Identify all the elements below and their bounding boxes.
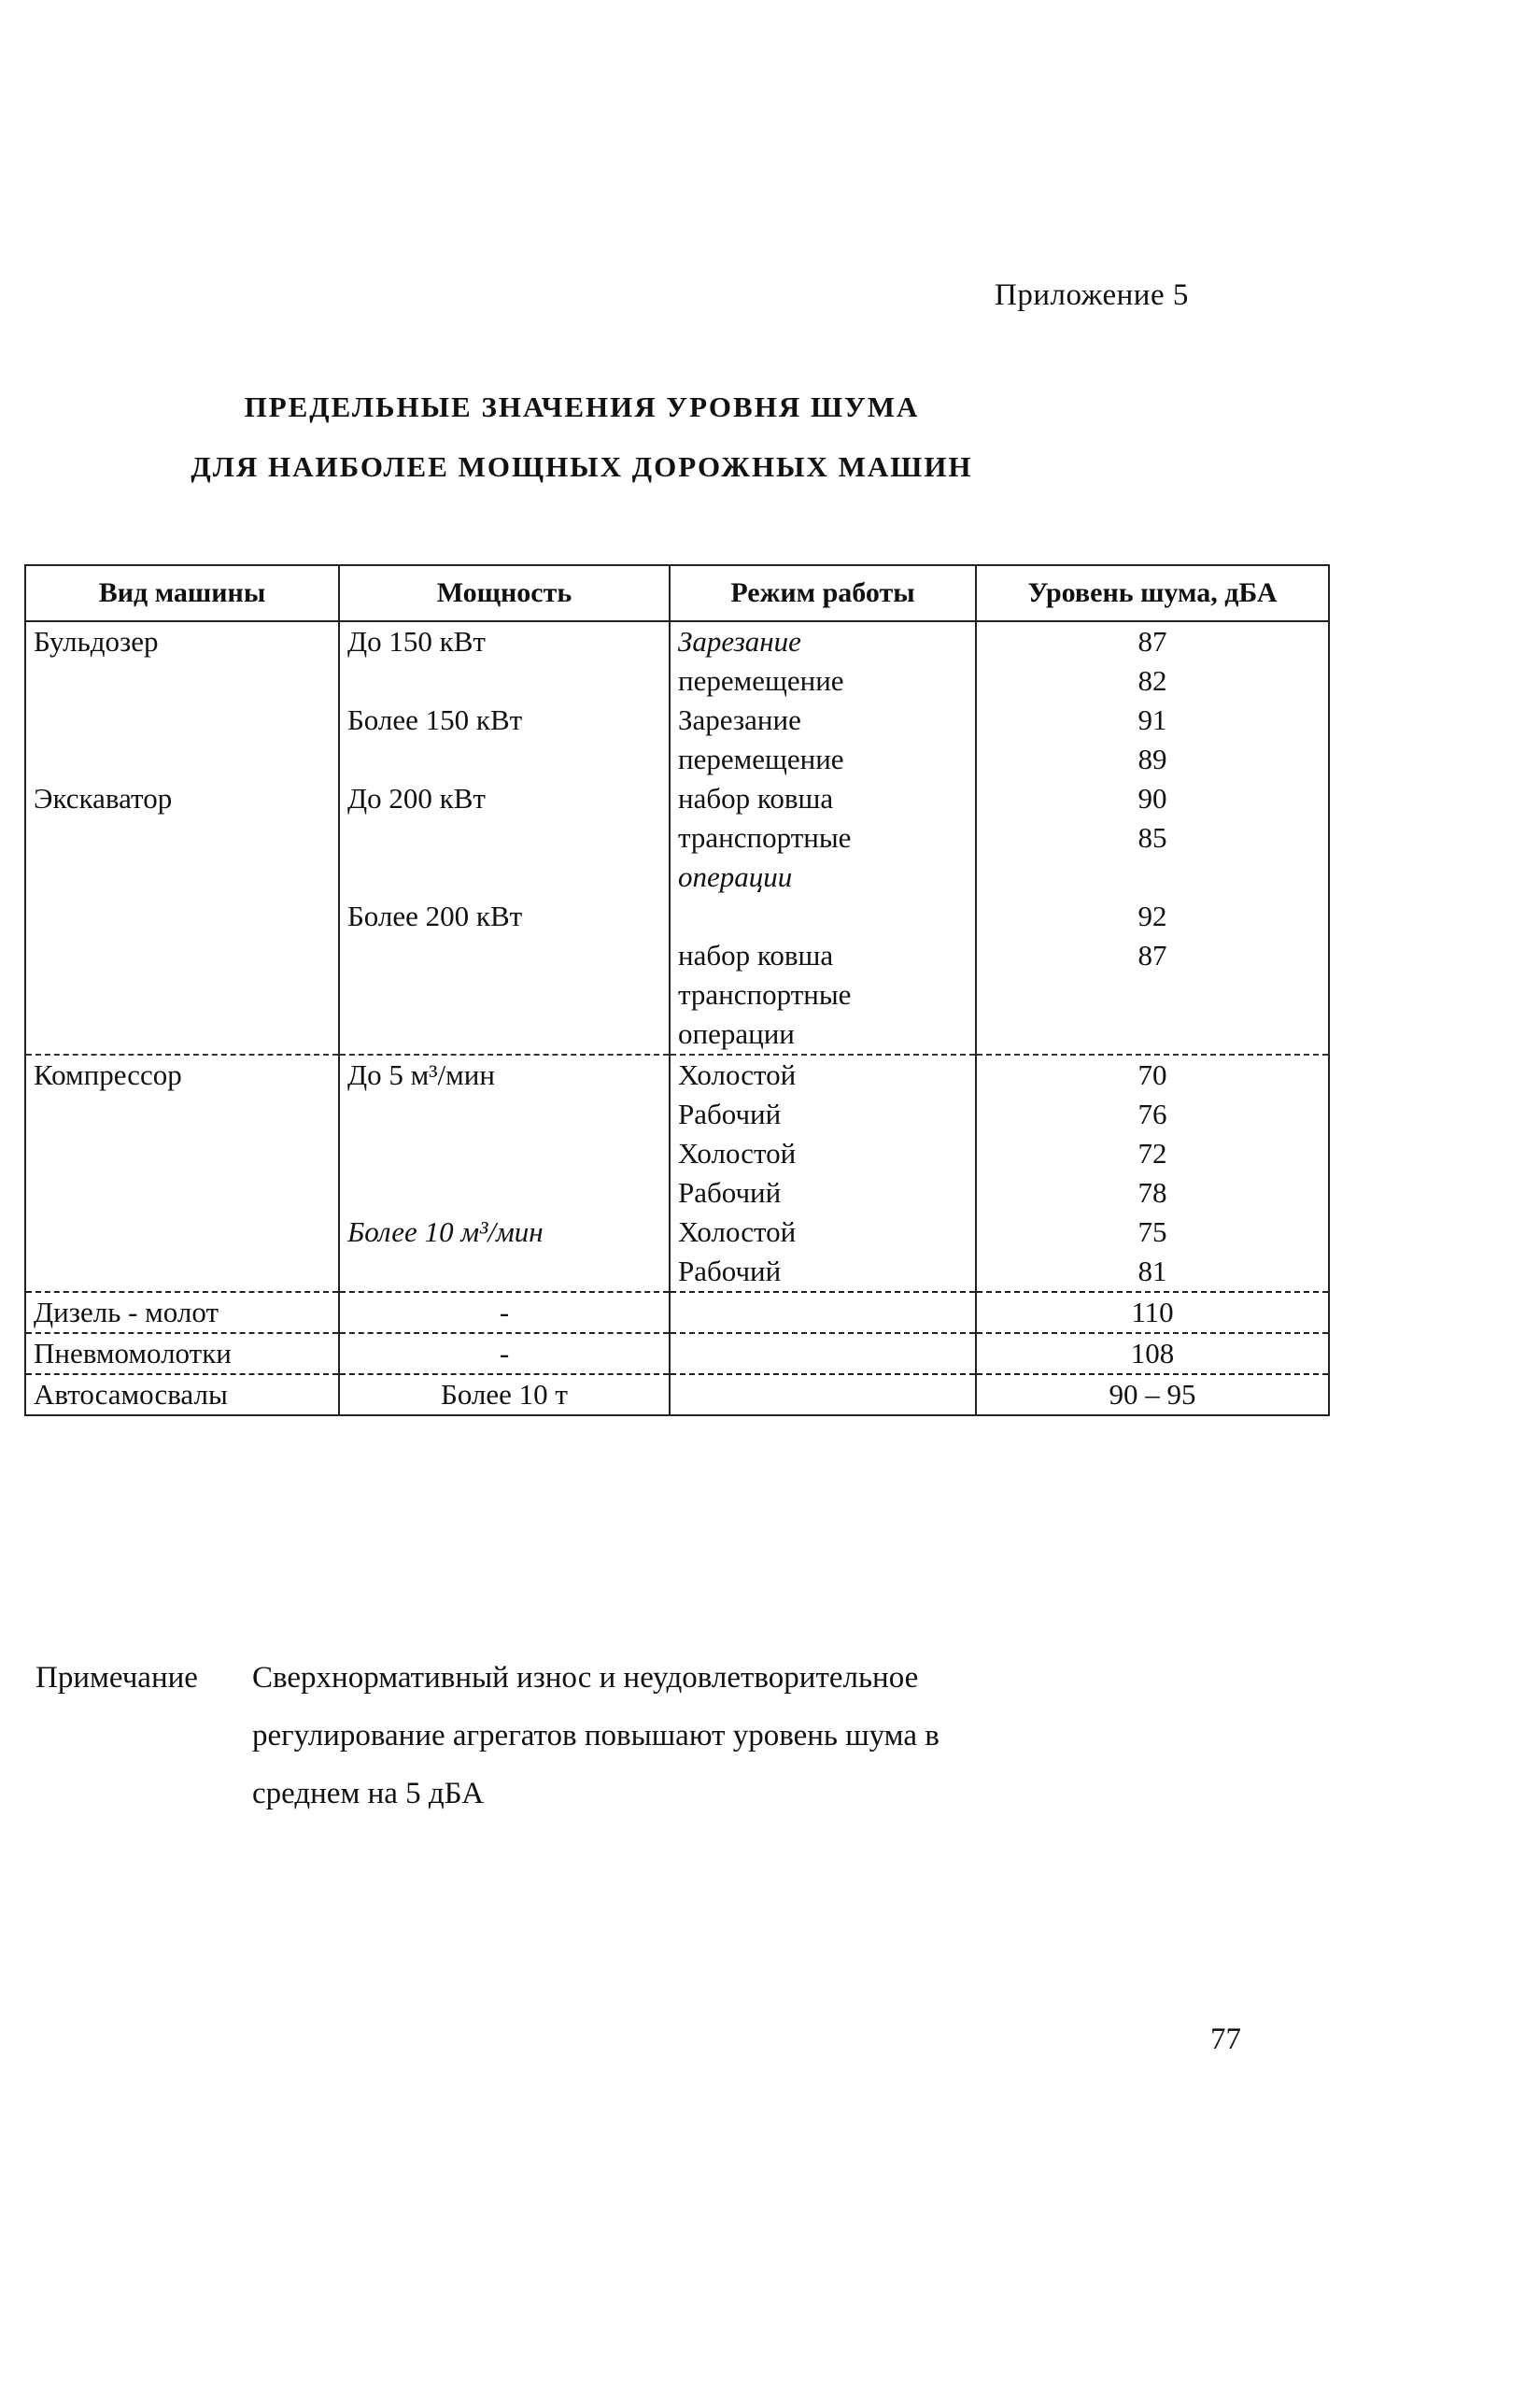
table-row (25, 701, 1329, 740)
cell-power: Более 10 т (339, 1374, 670, 1415)
table-row (25, 1173, 1329, 1213)
table-row (25, 1015, 1329, 1055)
cell-mode: Холостой (670, 1134, 976, 1173)
header-operating-mode: Режим работы (670, 565, 976, 621)
cell-noise: 92 (976, 897, 1329, 936)
cell-noise: 110 (976, 1292, 1329, 1333)
table-row (25, 1292, 1329, 1333)
cell-machine (25, 1095, 339, 1134)
cell-noise (976, 975, 1329, 1015)
cell-machine (25, 936, 339, 975)
cell-power (339, 1252, 670, 1292)
table-row (25, 1055, 1329, 1095)
cell-mode (670, 897, 976, 936)
note-first-line (35, 1649, 940, 1707)
cell-power (339, 1173, 670, 1213)
header-machine-type: Вид машины (25, 565, 339, 621)
table-row (25, 1095, 1329, 1134)
note-text-line-3: среднем на 5 дБА (252, 1777, 485, 1810)
cell-mode: Холостой (670, 1213, 976, 1252)
cell-power: До 5 м³/мин (339, 1055, 670, 1095)
cell-mode (670, 1374, 976, 1415)
cell-mode: Зарезание (670, 701, 976, 740)
cell-machine (25, 740, 339, 779)
cell-machine (25, 1213, 339, 1252)
cell-noise (976, 858, 1329, 897)
appendix-label: Приложение 5 (995, 278, 1189, 312)
cell-mode: Холостой (670, 1055, 976, 1095)
cell-noise: 75 (976, 1213, 1329, 1252)
cell-noise: 89 (976, 740, 1329, 779)
cell-noise: 90 (976, 779, 1329, 818)
cell-noise: 90 – 95 (976, 1374, 1329, 1415)
cell-machine: Пневмомолотки (25, 1333, 339, 1374)
cell-power (339, 1015, 670, 1055)
table-row (25, 1213, 1329, 1252)
page-number: 77 (1210, 2022, 1241, 2056)
cell-power: - (339, 1292, 670, 1333)
cell-power (339, 1095, 670, 1134)
cell-noise: 91 (976, 701, 1329, 740)
document-title-line-2: ДЛЯ НАИБОЛЕЕ МОЩНЫХ ДОРОЖНЫХ МАШИН (191, 450, 973, 483)
cell-power: Более 10 м³/мин (339, 1213, 670, 1252)
cell-power: - (339, 1333, 670, 1374)
cell-machine: Экскаватор (25, 779, 339, 818)
table-row (25, 1252, 1329, 1292)
cell-mode: набор ковша (670, 936, 976, 975)
cell-mode (670, 1292, 976, 1333)
table-row (25, 1374, 1329, 1415)
cell-noise: 70 (976, 1055, 1329, 1095)
cell-noise: 72 (976, 1134, 1329, 1173)
table-row (25, 740, 1329, 779)
cell-power: Более 150 кВт (339, 701, 670, 740)
table-row (25, 818, 1329, 858)
cell-power: До 150 кВт (339, 621, 670, 661)
table-row (25, 661, 1329, 701)
cell-machine (25, 1173, 339, 1213)
cell-mode: транспортные (670, 818, 976, 858)
cell-machine (25, 818, 339, 858)
cell-machine: Бульдозер (25, 621, 339, 661)
cell-machine (25, 661, 339, 701)
table-row (25, 621, 1329, 661)
cell-noise: 76 (976, 1095, 1329, 1134)
cell-noise: 87 (976, 936, 1329, 975)
table-header (25, 565, 1329, 621)
cell-noise: 87 (976, 621, 1329, 661)
table-row (25, 936, 1329, 975)
cell-machine: Дизель - молот (25, 1292, 339, 1333)
cell-mode: операции (670, 858, 976, 897)
cell-machine: Автосамосвалы (25, 1374, 339, 1415)
cell-machine (25, 1134, 339, 1173)
table-row (25, 779, 1329, 818)
header-power: Мощность (339, 565, 670, 621)
cell-power: Более 200 кВт (339, 897, 670, 936)
cell-power (339, 818, 670, 858)
table-body (25, 621, 1329, 1415)
cell-machine (25, 1252, 339, 1292)
cell-mode (670, 1333, 976, 1374)
cell-machine (25, 975, 339, 1015)
cell-power (339, 661, 670, 701)
cell-power (339, 740, 670, 779)
cell-mode: транспортные (670, 975, 976, 1015)
table-row (25, 858, 1329, 897)
header-noise-level: Уровень шума, дБА (976, 565, 1329, 621)
table-row (25, 1134, 1329, 1173)
cell-mode: Рабочий (670, 1252, 976, 1292)
cell-noise: 78 (976, 1173, 1329, 1213)
cell-mode: перемещение (670, 661, 976, 701)
cell-power: До 200 кВт (339, 779, 670, 818)
cell-machine (25, 858, 339, 897)
noise-limits-table (24, 564, 1330, 1416)
cell-noise: 81 (976, 1252, 1329, 1292)
note-text-line-2: регулирование агрегатов повышают уровень шума в (252, 1719, 940, 1753)
note-block (35, 1649, 940, 1823)
note-label: Примечание (35, 1661, 198, 1695)
header-row (25, 565, 1329, 621)
table-row (25, 975, 1329, 1015)
document-title-line-1: ПРЕДЕЛЬНЫЕ ЗНАЧЕНИЯ УРОВНЯ ШУМА (244, 390, 920, 423)
cell-machine: Компрессор (25, 1055, 339, 1095)
cell-noise: 85 (976, 818, 1329, 858)
cell-machine (25, 1015, 339, 1055)
cell-power (339, 975, 670, 1015)
cell-mode: Зарезание (670, 621, 976, 661)
cell-noise: 108 (976, 1333, 1329, 1374)
cell-mode: набор ковша (670, 779, 976, 818)
cell-machine (25, 701, 339, 740)
cell-machine (25, 897, 339, 936)
cell-mode: Рабочий (670, 1095, 976, 1134)
cell-power (339, 1134, 670, 1173)
cell-power (339, 936, 670, 975)
cell-noise: 82 (976, 661, 1329, 701)
cell-mode: Рабочий (670, 1173, 976, 1213)
cell-noise (976, 1015, 1329, 1055)
note-text-line-1: Сверхнормативный износ и неудовлетворительное (252, 1661, 919, 1695)
table-row (25, 1333, 1329, 1374)
cell-mode: операции (670, 1015, 976, 1055)
cell-mode: перемещение (670, 740, 976, 779)
cell-power (339, 858, 670, 897)
table-row (25, 897, 1329, 936)
